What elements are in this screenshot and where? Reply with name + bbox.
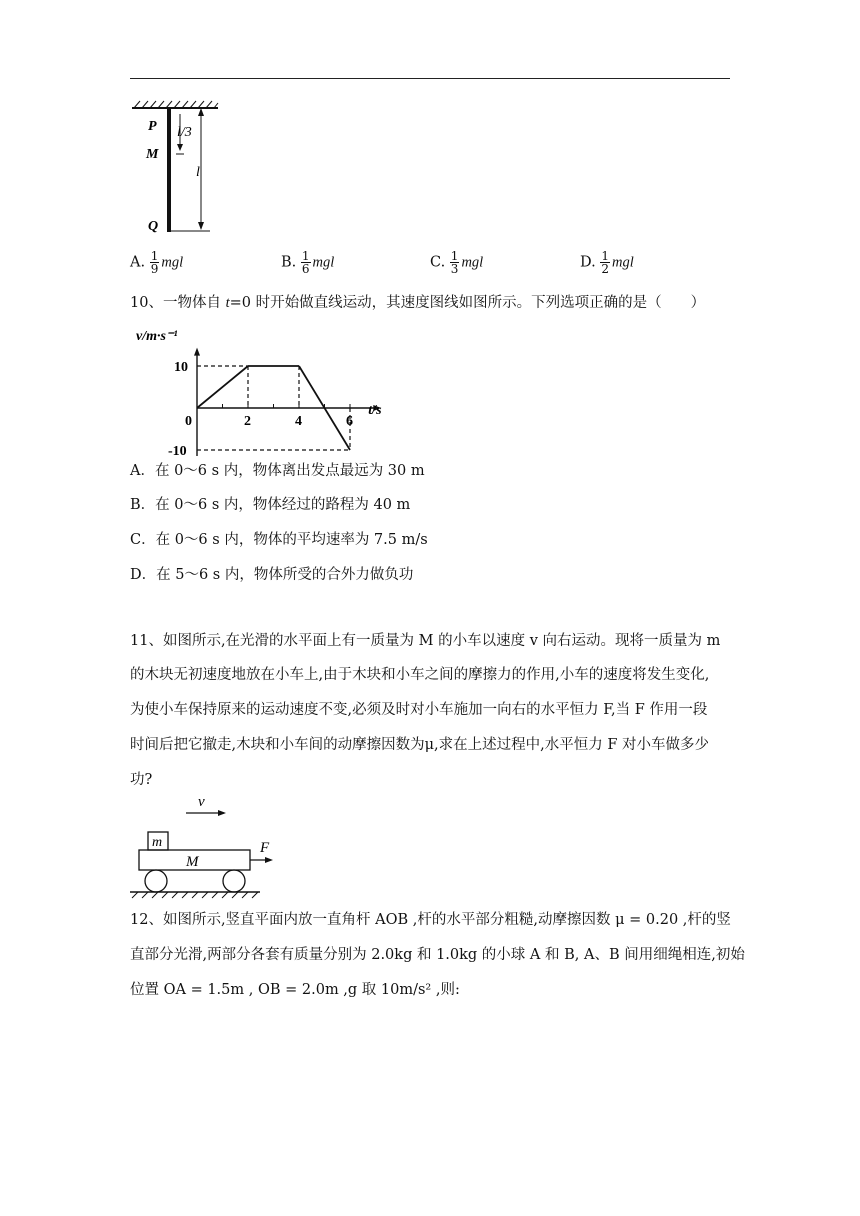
q10-option-b: B．在 0～6 s 内，物体经过的路程为 40 m — [130, 497, 411, 513]
label-l: l — [196, 165, 200, 180]
velocity-label: v — [198, 794, 205, 810]
label-M: M — [146, 147, 159, 162]
q10-option-d: D．在 5～6 s 内，物体所受的合外力做负功 — [130, 567, 414, 583]
label-Q: Q — [148, 219, 159, 234]
q11-line-2: 的木块无初速度地放在小车上,由于木块和小车之间的摩擦力的作用,小车的速度将发生变化, — [130, 667, 710, 683]
q11-line-3: 为使小车保持原来的运动速度不变,必须及时对小车施加一向右的水平恒力 F,当 F 作用一段 — [130, 702, 708, 718]
q10-option-a: A．在 0～6 s 内，物体离出发点最远为 30 m — [130, 463, 425, 479]
q11-line-4: 时间后把它撤走,木块和小车间的动摩擦因数为μ,求在上述过程中,水平恒力 F 对小车做多少 — [130, 737, 710, 753]
q9-option-c: C. $\frac{1}{3}$ mgl — [430, 249, 484, 276]
y-tick-label: 10 — [174, 360, 188, 375]
y-axis-label: v/m·s⁻¹ — [136, 329, 178, 344]
block-m-label: m — [152, 835, 163, 850]
y-tick-label: -10 — [168, 444, 187, 459]
x-tick-label: 6 — [346, 414, 353, 429]
x-tick-label: 4 — [295, 414, 302, 429]
x-tick-label: 2 — [244, 414, 251, 429]
q10-option-c: C．在 0～6 s 内，物体的平均速率为 7.5 m/s — [130, 532, 428, 548]
cart-figure — [128, 790, 278, 898]
q9-option-b: B. $\frac{1}{6}$ mgl — [281, 249, 335, 276]
header-rule — [130, 78, 730, 79]
q12-line-2: 直部分光滑,两部分各套有质量分别为 2.0kg 和 1.0kg 的小球 A 和 B, A、B 间用细绳相连,初始 — [130, 947, 745, 963]
data-segment — [197, 366, 248, 408]
q11-line-1: 11、如图所示,在光滑的水平面上有一质量为 M 的小车以速度 v 向右运动。现将一质量为 m — [130, 633, 721, 649]
q9-option-a: A. $\frac{1}{9}$ mgl — [130, 249, 184, 276]
x-axis-label: t/s — [368, 403, 382, 418]
q11-line-5: 功? — [130, 772, 153, 788]
q12-line-3: 位置 OA = 1.5m , OB = 2.0m ,g 取 10m/s² ,则: — [130, 982, 460, 998]
label-l3: l/3 — [177, 125, 192, 140]
label-P: P — [148, 119, 157, 134]
q10-stem: 10、一物体自 t=0 时开始做直线运动，其速度图线如图所示。下列选项正确的是（ ） — [130, 295, 706, 311]
y-axis-arrow — [194, 348, 200, 356]
force-F-label: F — [260, 840, 270, 856]
q9-option-d: D. $\frac{1}{2}$ mgl — [580, 249, 634, 276]
x-tick-label: 0 — [185, 414, 192, 429]
velocity-time-chart — [130, 324, 400, 459]
rope-figure — [128, 98, 228, 236]
cart-M-label: M — [186, 854, 199, 870]
q12-line-1: 12、如图所示,竖直平面内放一直角杆 AOB ,杆的水平部分粗糙,动摩擦因数 μ = 0.20 ,杆的竖 — [130, 912, 731, 928]
